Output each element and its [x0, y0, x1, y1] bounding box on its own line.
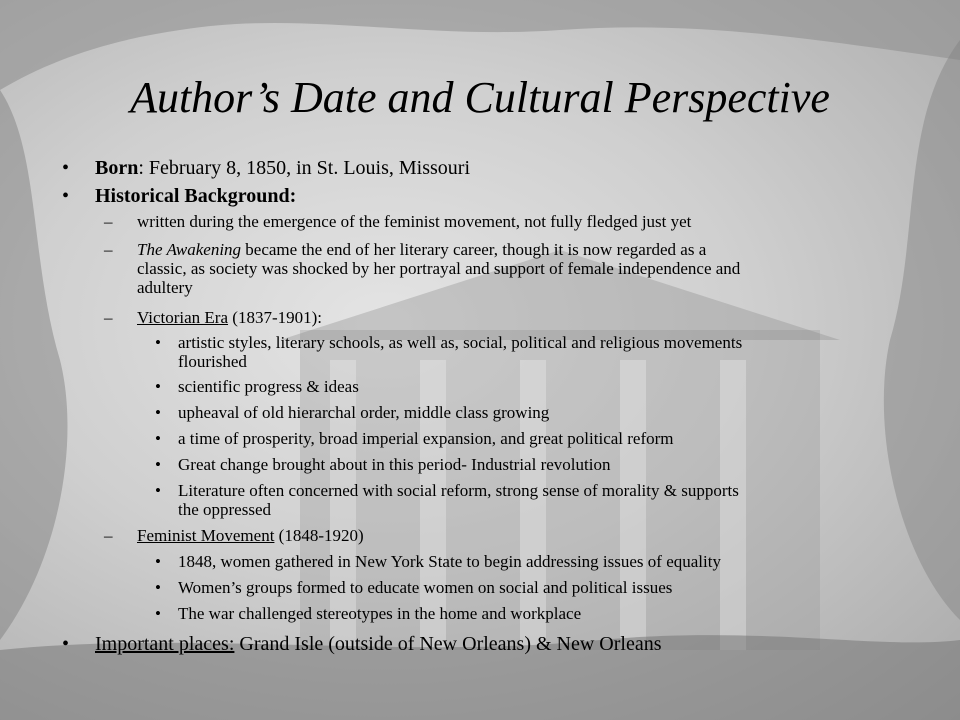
bullet-mark: •: [62, 157, 70, 179]
bullet-mark: •: [155, 377, 161, 396]
list-item: artistic styles, literary schools, as well as, social, political and religious movements: [178, 333, 743, 352]
list-item: Literature often concerned with social reform, strong sense of morality & supports: [178, 481, 739, 500]
list-item: scientific progress & ideas: [178, 377, 359, 396]
dash-mark: –: [104, 526, 113, 545]
places-text: Grand Isle (outside of New Orleans) & New Orleans: [234, 633, 662, 655]
list-item-continued: flourished: [178, 352, 247, 371]
list-item: Women’s groups formed to educate women on social and political issues: [178, 578, 673, 597]
bullet-mark: •: [155, 429, 161, 448]
sub2-line1: became the end of her literary career, though it is now regarded as a: [241, 240, 707, 259]
bullet-mark: •: [62, 185, 70, 207]
born-text: : February 8, 1850, in St. Louis, Missouri: [138, 157, 471, 179]
list-item-continued: the oppressed: [178, 500, 272, 519]
bullet-mark: •: [62, 633, 70, 655]
victorian-text: (1837-1901):: [228, 308, 322, 327]
slide-title: Author’s Date and Cultural Perspective: [130, 73, 830, 122]
born-label: Born: [95, 157, 139, 179]
bullet-mark: •: [155, 403, 161, 422]
feminist-label: Feminist Movement: [137, 526, 275, 545]
bullet-mark: •: [155, 481, 161, 500]
sub1-text: written during the emergence of the feminist movement, not fully fledged just yet: [137, 212, 692, 231]
list-item: Great change brought about in this period- Industrial revolution: [178, 455, 611, 474]
bullet-mark: •: [155, 455, 161, 474]
list-item: The war challenged stereotypes in the home and workplace: [178, 604, 582, 623]
bullet-mark: •: [155, 604, 161, 623]
sub2-line3: adultery: [137, 278, 193, 297]
victorian-label: Victorian Era: [137, 308, 229, 327]
dash-mark: –: [104, 308, 113, 327]
dash-mark: –: [104, 240, 113, 259]
bullet-mark: •: [155, 578, 161, 597]
feminist-text: (1848-1920): [274, 526, 364, 545]
dash-mark: –: [104, 212, 113, 231]
list-item: 1848, women gathered in New York State to begin addressing issues of equality: [178, 552, 721, 571]
awakening-title: The Awakening: [137, 240, 242, 259]
sub2-line2: classic, as society was shocked by her portrayal and support of female independence and: [137, 259, 741, 278]
list-item: upheaval of old hierarchal order, middle class growing: [178, 403, 550, 422]
bullet-mark: •: [155, 333, 161, 352]
places-label: Important places:: [95, 633, 235, 655]
list-item: a time of prosperity, broad imperial expansion, and great political reform: [178, 429, 674, 448]
bullet-mark: •: [155, 552, 161, 571]
historical-label: Historical Background:: [95, 185, 297, 207]
